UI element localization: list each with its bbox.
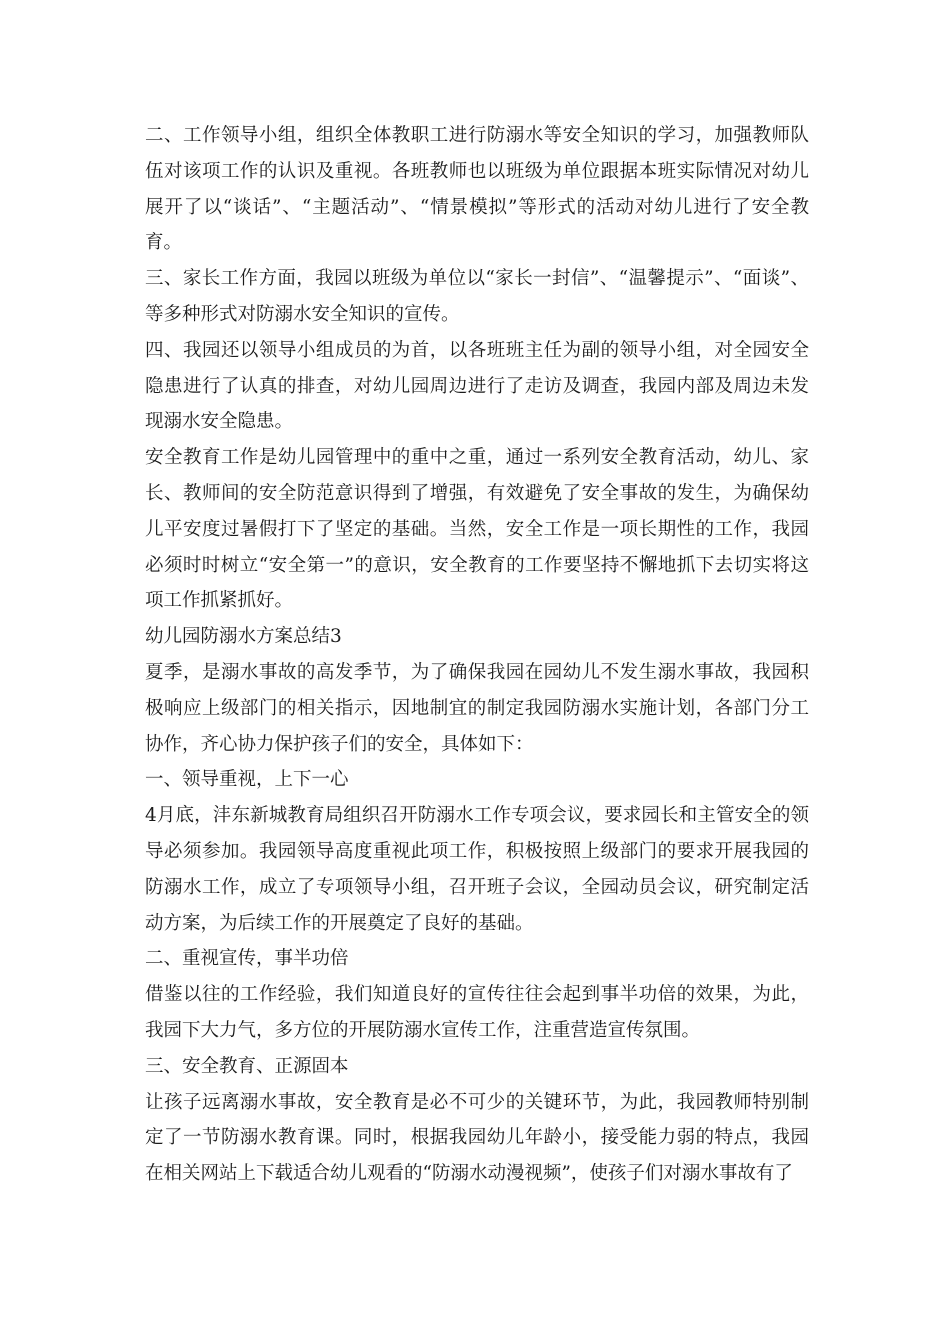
paragraph-parent-work: 三、家长工作方面，我园以班级为单位以“家长一封信”、“温馨提示”、“面谈”、等多种形式对防溺水安全知识的宣传。 [145, 268, 809, 325]
paragraph-hazard-inspection: 四、我园还以领导小组成员的为首，以各班班主任为副的领导小组，对全园安全隐患进行了认真的排查，对幼儿园周边进行了走访及调查，我园内部及周边未发现溺水安全隐患。 [145, 339, 809, 433]
paragraph-summer-intro: 夏季，是溺水事故的高发季节，为了确保我园在园幼儿不发生溺水事故，我园积极响应上级部门的相关指示，因地制宜的制定我园防溺水实施计划，各部门分工协作，齐心协力保护孩子们的安全，具体如下： [145, 661, 809, 755]
heading-leadership-attention: 一、领导重视，上下一心 [145, 769, 349, 791]
paragraph-publicity: 借鉴以往的工作经验，我们知道良好的宣传往往会起到事半功倍的效果，为此，我园下大力气，多方位的开展防溺水宣传工作，注重营造宣传氛围。 [145, 984, 809, 1041]
document-body [145, 118, 809, 1192]
paragraph-safety-education-summary: 安全教育工作是幼儿园管理中的重中之重，通过一系列安全教育活动，幼儿、家长、教师间的安全防范意识得到了增强，有效避免了安全事故的发生，为确保幼儿平安度过暑假打下了坚定的基础。当然，安全工作是一项长期性的工作，我园必须时时树立“安全第一”的意识，安全教育的工作要坚持不懈地抓下去切实将这项工作抓紧抓好。 [145, 447, 809, 612]
paragraph-work-leadership-group: 二、工作领导小组，组织全体教职工进行防溺水等安全知识的学习，加强教师队伍对该项工作的认识及重视。各班教师也以班级为单位跟据本班实际情况对幼儿展开了以“谈话”、“主题活动”、“情景模拟”等形式的活动对幼儿进行了安全教育。 [145, 125, 809, 254]
paragraph-april-meeting: 4月底，沣东新城教育局组织召开防溺水工作专项会议，要求园长和主管安全的领导必须参加。我园领导高度重视此项工作，积极按照上级部门的要求开展我园的防溺水工作，成立了专项领导小组，召开班子会议，全园动员会议，研究制定活动方案，为后续工作的开展奠定了良好的基础。 [145, 805, 809, 934]
paragraph-safety-lesson: 让孩子远离溺水事故，安全教育是必不可少的关键环节，为此，我园教师特别制定了一节防溺水教育课。同时，根据我园幼儿年龄小，接受能力弱的特点，我园在相关网站上下载适合幼儿观看的“防溺水动漫视频”，使孩子们对溺水事故有了 [145, 1091, 809, 1185]
heading-safety-education: 三、安全教育、正源固本 [145, 1055, 349, 1077]
heading-publicity: 二、重视宣传，事半功倍 [145, 948, 349, 970]
section-title-summary-3: 幼儿园防溺水方案总结3 [145, 626, 342, 648]
